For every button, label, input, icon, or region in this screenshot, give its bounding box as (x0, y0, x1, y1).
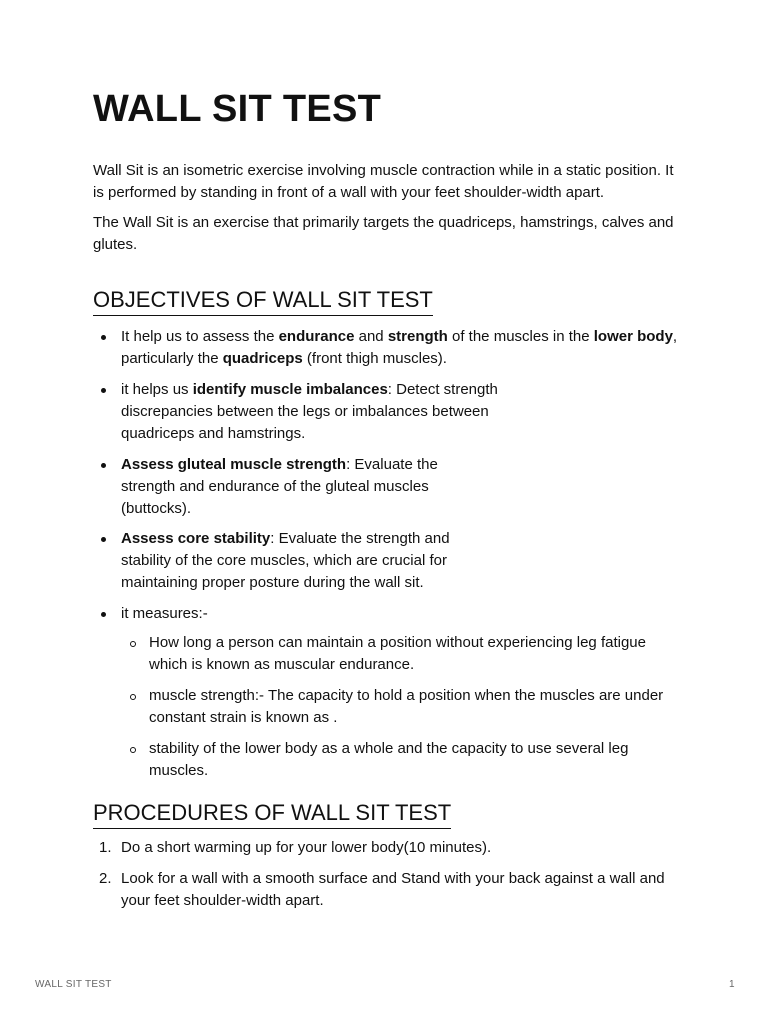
list-item: it measures:- How long a person can maintain a position without experiencing leg fatigue which is known as muscular endurance. muscle strength:- The capacity to hold a position when the muscles are under constant strain is known as . stability of the lower body as a whole and the capacity to use several leg muscles. (93, 603, 683, 782)
document-body (93, 86, 683, 912)
list-item: Assess core stability: Evaluate the strength and stability of the core muscles, which are crucial for maintaining proper posture during the wall sit. (93, 528, 491, 594)
measures-sublist (121, 632, 683, 782)
sublist-item: stability of the lower body as a whole and the capacity to use several leg muscles. (121, 738, 683, 782)
circle-bullet-icon (130, 694, 136, 700)
intro-paragraph: The Wall Sit is an exercise that primarily targets the quadriceps, hamstrings, calves and glutes. (93, 214, 674, 253)
bullet-icon (101, 388, 106, 393)
circle-bullet-icon (130, 641, 136, 647)
list-item: 1. Do a short warming up for your lower body(10 minutes). (99, 839, 492, 856)
bullet-icon (101, 463, 106, 468)
list-item: 2. Look for a wall with a smooth surface and Stand with your back against a wall and your feet shoulder-width apart. (99, 870, 665, 909)
objectives-heading: OBJECTIVES OF WALL SIT TEST (93, 286, 433, 316)
sublist-item: How long a person can maintain a position without experiencing leg fatigue which is known as muscular endurance. (121, 632, 683, 676)
bullet-icon (101, 537, 106, 542)
bullet-icon (101, 335, 106, 340)
list-item: It help us to assess the endurance and strength of the muscles in the lower body, particularly the quadriceps (front thigh muscles). (93, 326, 683, 370)
page-title: WALL SIT TEST (93, 88, 382, 130)
procedures-list (93, 837, 683, 912)
bullet-icon (101, 612, 106, 617)
list-item: it helps us identify muscle imbalances: Detect strength discrepancies between the legs or imbalances between quadriceps and hamstrings. (93, 379, 533, 445)
circle-bullet-icon (130, 747, 136, 753)
sublist-item: muscle strength:- The capacity to hold a position when the muscles are under constant strain is known as . (121, 685, 683, 729)
footer-title: WALL SIT TEST (35, 979, 112, 990)
page-number: 1 (729, 979, 735, 990)
objectives-list (93, 326, 683, 782)
procedures-heading: PROCEDURES OF WALL SIT TEST (93, 799, 451, 829)
list-item: Assess gluteal muscle strength: Evaluate the strength and endurance of the gluteal muscles (buttocks). (93, 454, 466, 520)
intro-paragraph: Wall Sit is an isometric exercise involving muscle contraction while in a static position. It is performed by standing in front of a wall with your feet shoulder-width apart. (93, 162, 674, 201)
